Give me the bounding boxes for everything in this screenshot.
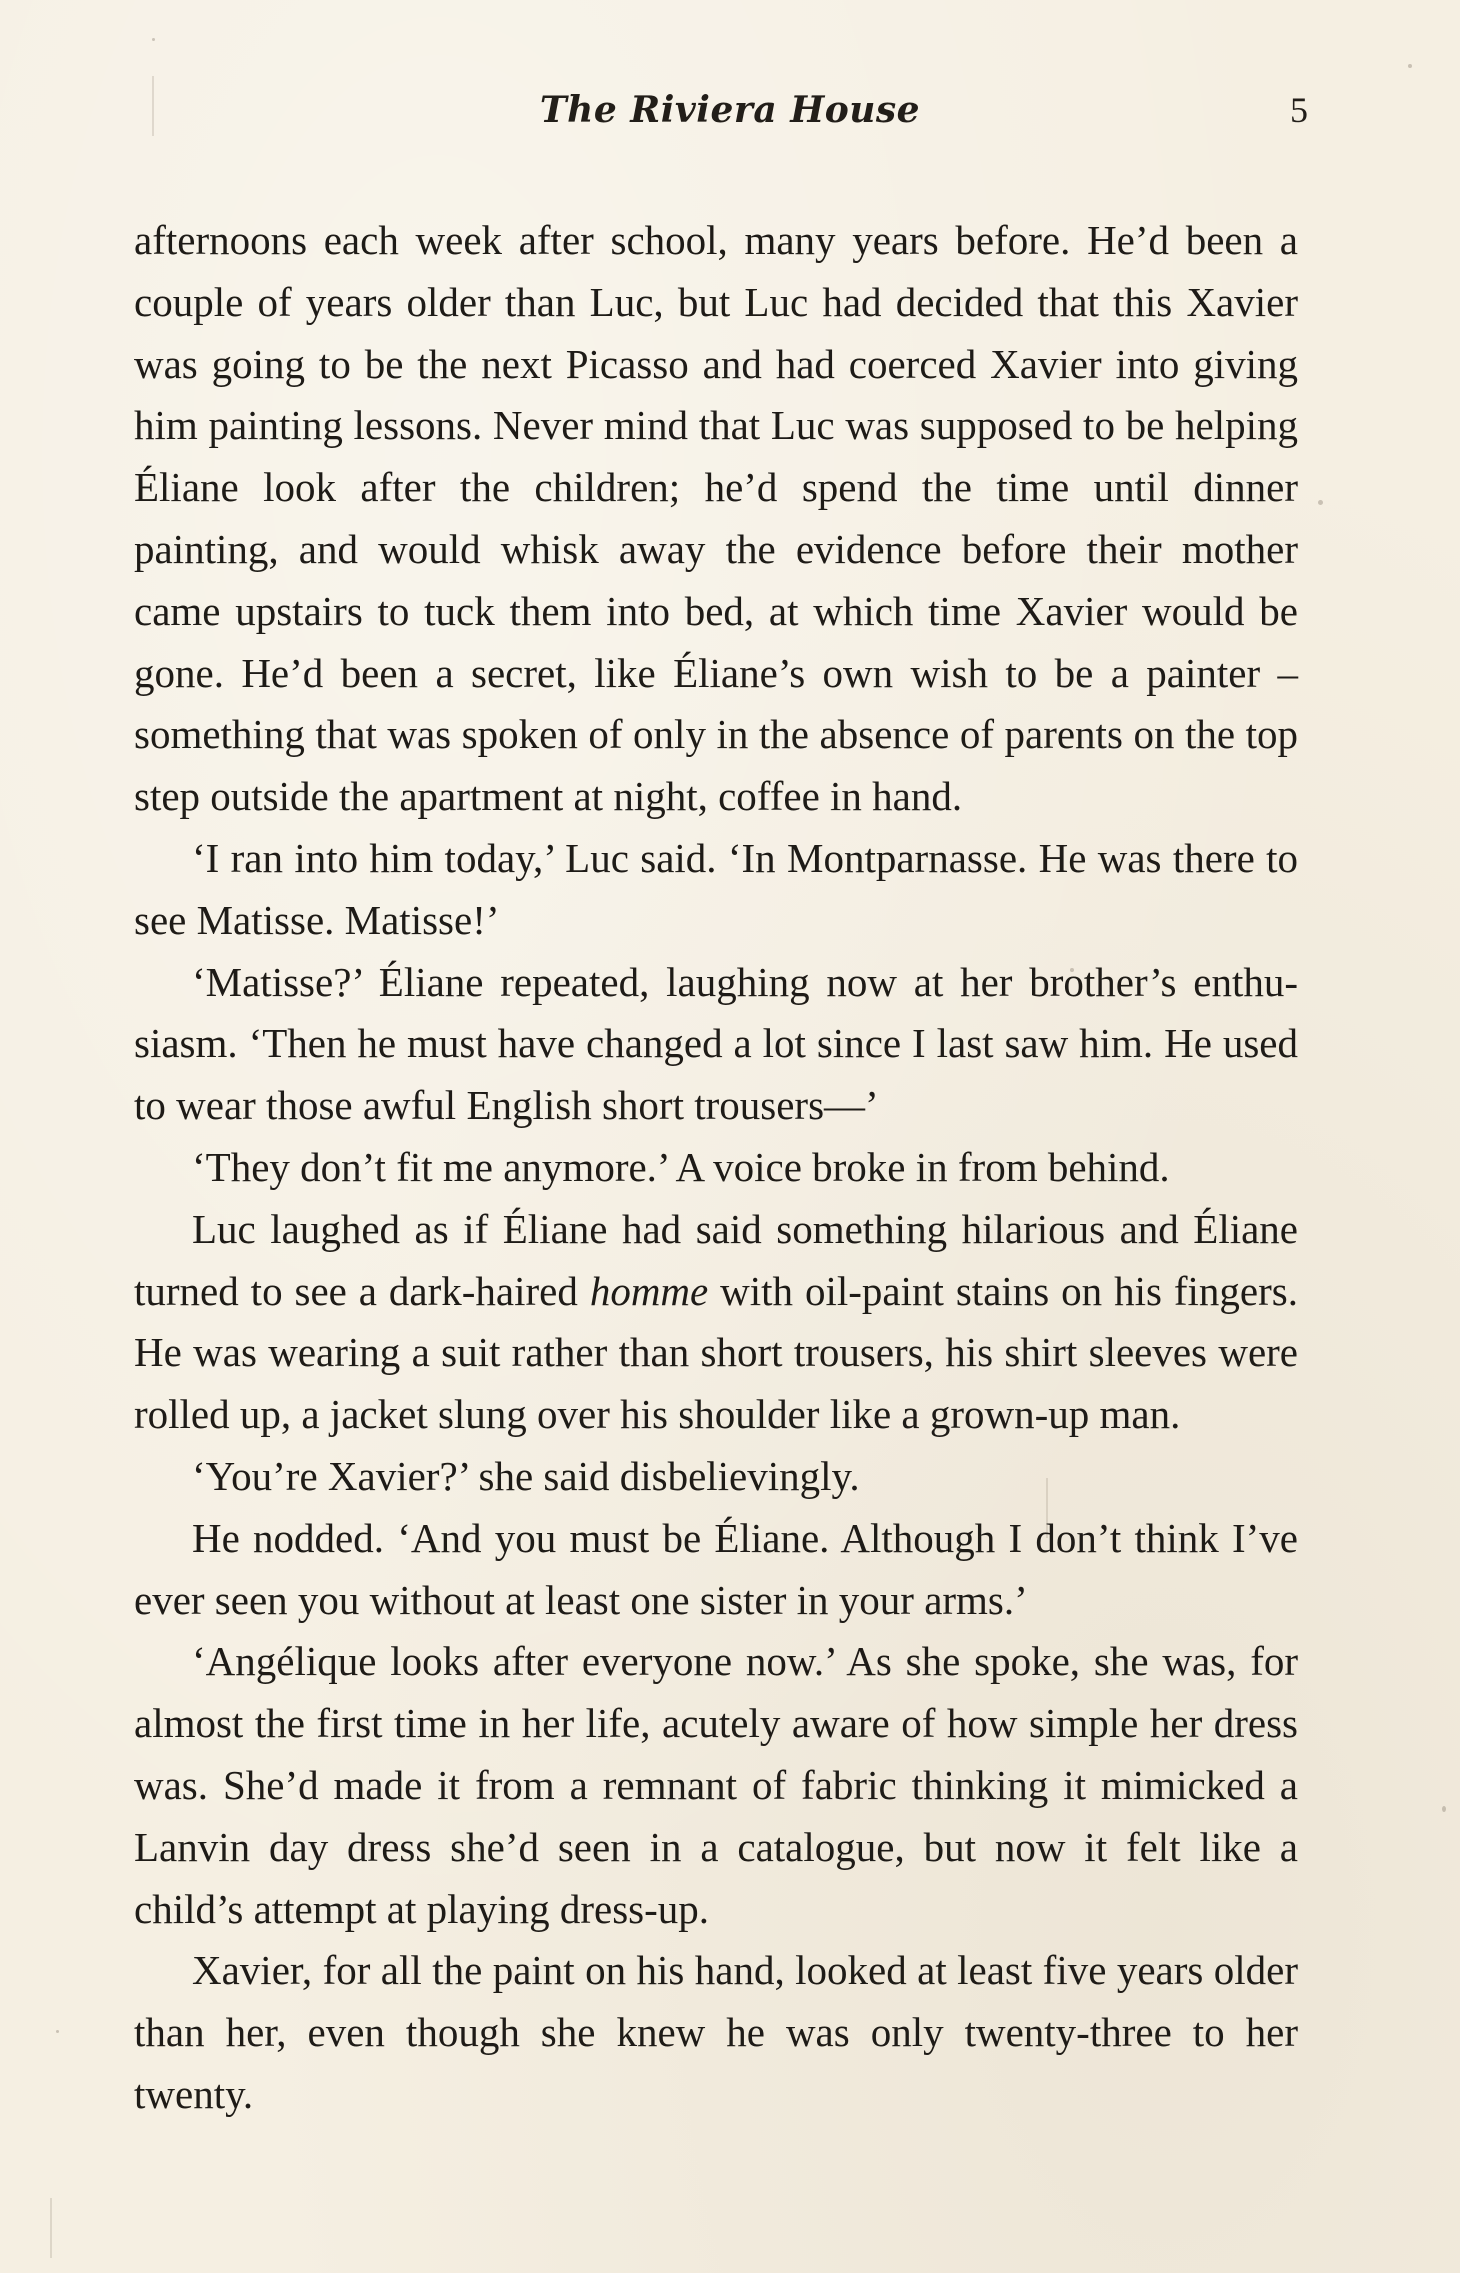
paper-speck bbox=[152, 38, 155, 41]
paragraph-text: Xavier, for all the paint on his hand, looked at least five years older than her, even though she knew he was only twenty-three to her twenty. bbox=[134, 1947, 1298, 2117]
paragraph bbox=[134, 210, 1298, 828]
paper-speck bbox=[56, 2030, 59, 2033]
paragraph-text: ‘They don’t fit me anymore.’ A voice broke in from behind. bbox=[192, 1143, 1170, 1190]
running-head-title: The Riviera House bbox=[539, 89, 921, 131]
paragraph bbox=[134, 1446, 1298, 1508]
paragraph bbox=[134, 1940, 1298, 2125]
paragraph-text: with oil-paint stains on his fingers. He was wearing a suit rather than short trousers, his shirt sleeves were rolled up, a jacket slung over his shoulder like a grown-up man. bbox=[134, 1267, 1298, 1438]
body-text bbox=[134, 210, 1298, 2126]
paragraph bbox=[134, 1508, 1298, 1632]
running-head bbox=[0, 86, 1460, 134]
paragraph bbox=[134, 1137, 1298, 1199]
paragraph-text: ‘Matisse?’ Éliane repeated, laughing now at her brother’s enthusiasm. ‘Then he must have changed a lot since I last saw him. He used to wear those awful English short trousers—’ bbox=[134, 958, 1298, 1129]
paragraph bbox=[134, 828, 1298, 952]
paragraph bbox=[134, 952, 1298, 1137]
paragraph bbox=[134, 1199, 1298, 1446]
paragraph-text: ‘You’re Xavier?’ she said disbelievingly. bbox=[192, 1452, 860, 1499]
paragraph-text: Luc laughed as if Éliane had said something hilarious and Éliane turned to see a dark-haired bbox=[134, 1205, 1298, 1314]
paragraph-text: ‘I ran into him today,’ Luc said. ‘In Montparnasse. He was there to see Matisse. Matisse!’ bbox=[134, 834, 1298, 943]
paper-crease bbox=[50, 2198, 52, 2258]
paragraph-text: He nodded. ‘And you must be Éliane. Although I don’t think I’ve ever seen you without at least one sister in your arms.’ bbox=[134, 1514, 1298, 1623]
paragraph-text: ‘Angélique looks after everyone now.’ As she spoke, she was, for almost the first time in her life, acutely aware of how simple her dress was. She’d made it from a remnant of fabric thinking it mimicked a Lanvin day dress she’d seen in a catalogue, but now it felt like a child’s attempt at playing dress-up. bbox=[134, 1638, 1298, 1932]
paper-speck bbox=[1318, 500, 1323, 505]
paragraph bbox=[134, 1631, 1298, 1940]
paragraph-text: afternoons each week after school, many years before. He’d been a couple of years older than Luc, but Luc had decided that this Xavier was going to be the next Picasso and had coerced Xavier into giving him painting lessons. Never mind that Luc was supposed to be helping Éliane look after the children; he’d spend the time until dinner painting, and would whisk away the evidence before their mother came upstairs to tuck them into bed, at which time Xavier would be gone. He’d been a secret, like Éliane’s own wish to be a painter – something that was spoken of only in the absence of parents on the top step outside the apartment at night, coffee in hand. bbox=[134, 217, 1298, 820]
page-number: 5 bbox=[1290, 90, 1308, 130]
paper-speck bbox=[1408, 64, 1412, 68]
italic-text: homme bbox=[589, 1267, 709, 1314]
paper-speck bbox=[1442, 1806, 1446, 1812]
